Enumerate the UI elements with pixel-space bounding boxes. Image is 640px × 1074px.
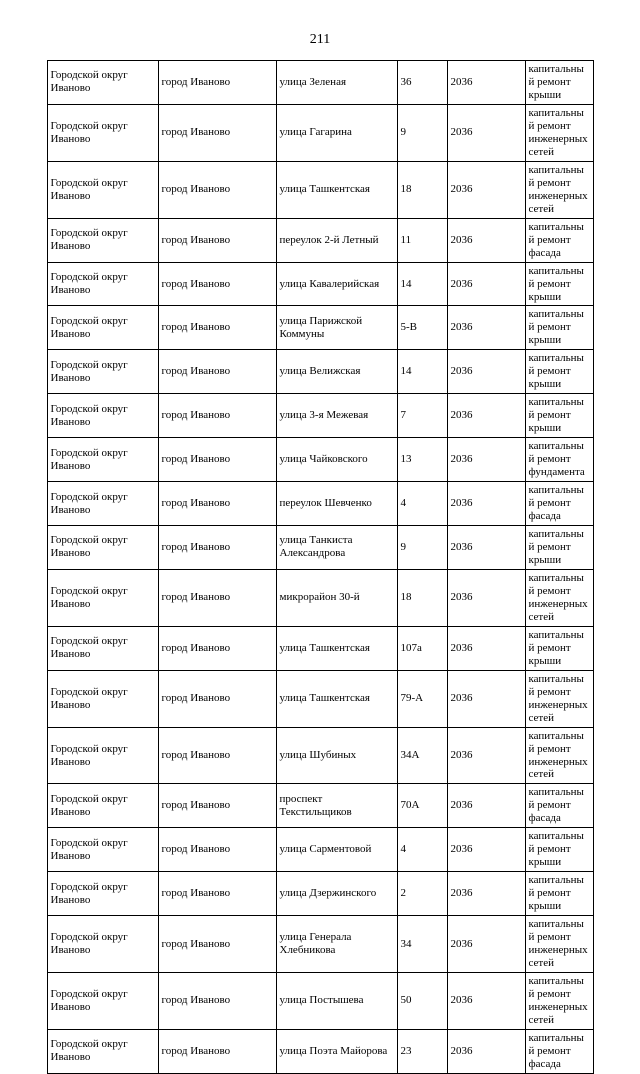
cell-street: переулок 2-й Летный	[276, 218, 397, 262]
cell-work: капитальный ремонт крыши	[525, 61, 593, 105]
cell-district: Городской округ Иваново	[47, 394, 158, 438]
cell-year: 2036	[447, 916, 525, 973]
cell-house: 23	[397, 1029, 447, 1073]
cell-year: 2036	[447, 438, 525, 482]
cell-city: город Иваново	[158, 262, 276, 306]
cell-house: 34	[397, 916, 447, 973]
cell-city: город Иваново	[158, 104, 276, 161]
cell-year: 2036	[447, 626, 525, 670]
cell-house: 9	[397, 104, 447, 161]
cell-city: город Иваново	[158, 727, 276, 784]
cell-work: капитальный ремонт инженерных сетей	[525, 916, 593, 973]
cell-house: 18	[397, 569, 447, 626]
cell-year: 2036	[447, 482, 525, 526]
cell-year: 2036	[447, 306, 525, 350]
cell-city: город Иваново	[158, 828, 276, 872]
cell-street: улица Гагарина	[276, 104, 397, 161]
cell-year: 2036	[447, 670, 525, 727]
cell-district: Городской округ Иваново	[47, 670, 158, 727]
cell-year: 2036	[447, 218, 525, 262]
cell-house: 4	[397, 828, 447, 872]
cell-work: капитальный ремонт крыши	[525, 306, 593, 350]
cell-district: Городской округ Иваново	[47, 350, 158, 394]
cell-city: город Иваново	[158, 872, 276, 916]
cell-street: улица Чайковского	[276, 438, 397, 482]
cell-street: улица Ташкентская	[276, 670, 397, 727]
table-row	[47, 727, 593, 784]
cell-street: улица Парижской Коммуны	[276, 306, 397, 350]
table-row	[47, 828, 593, 872]
cell-year: 2036	[447, 262, 525, 306]
cell-street: улица Зеленая	[276, 61, 397, 105]
cell-district: Городской округ Иваново	[47, 438, 158, 482]
cell-house: 4	[397, 482, 447, 526]
table-row	[47, 916, 593, 973]
cell-district: Городской округ Иваново	[47, 973, 158, 1030]
cell-district: Городской округ Иваново	[47, 526, 158, 570]
cell-district: Городской округ Иваново	[47, 727, 158, 784]
cell-street: улица Генерала Хлебникова	[276, 916, 397, 973]
cell-city: город Иваново	[158, 482, 276, 526]
table-row	[47, 438, 593, 482]
cell-year: 2036	[447, 104, 525, 161]
cell-house: 79-А	[397, 670, 447, 727]
table-row	[47, 306, 593, 350]
table-row	[47, 218, 593, 262]
table-row	[47, 161, 593, 218]
cell-work: капитальный ремонт инженерных сетей	[525, 161, 593, 218]
cell-work: капитальный ремонт фасада	[525, 1029, 593, 1073]
cell-house: 7	[397, 394, 447, 438]
cell-work: капитальный ремонт инженерных сетей	[525, 973, 593, 1030]
cell-street: улица Ташкентская	[276, 161, 397, 218]
cell-house: 34А	[397, 727, 447, 784]
cell-year: 2036	[447, 727, 525, 784]
cell-city: город Иваново	[158, 394, 276, 438]
cell-house: 36	[397, 61, 447, 105]
cell-city: город Иваново	[158, 1029, 276, 1073]
cell-work: капитальный ремонт инженерных сетей	[525, 727, 593, 784]
cell-city: город Иваново	[158, 973, 276, 1030]
cell-district: Городской округ Иваново	[47, 626, 158, 670]
table-row	[47, 1029, 593, 1073]
cell-district: Городской округ Иваново	[47, 828, 158, 872]
cell-street: улица Постышева	[276, 973, 397, 1030]
cell-district: Городской округ Иваново	[47, 104, 158, 161]
cell-street: улица Шубиных	[276, 727, 397, 784]
cell-city: город Иваново	[158, 161, 276, 218]
cell-work: капитальный ремонт фасада	[525, 218, 593, 262]
cell-year: 2036	[447, 784, 525, 828]
cell-year: 2036	[447, 350, 525, 394]
cell-house: 9	[397, 526, 447, 570]
cell-city: город Иваново	[158, 569, 276, 626]
cell-district: Городской округ Иваново	[47, 784, 158, 828]
table-row	[47, 61, 593, 105]
cell-city: город Иваново	[158, 218, 276, 262]
cell-work: капитальный ремонт фундамента	[525, 438, 593, 482]
cell-house: 107а	[397, 626, 447, 670]
cell-district: Городской округ Иваново	[47, 916, 158, 973]
cell-year: 2036	[447, 161, 525, 218]
cell-street: улица Дзержинского	[276, 872, 397, 916]
cell-year: 2036	[447, 872, 525, 916]
cell-work: капитальный ремонт крыши	[525, 262, 593, 306]
cell-street: проспект Текстильщиков	[276, 784, 397, 828]
table-row	[47, 973, 593, 1030]
cell-work: капитальный ремонт инженерных сетей	[525, 670, 593, 727]
cell-street: улица Велижская	[276, 350, 397, 394]
table-row	[47, 104, 593, 161]
cell-work: капитальный ремонт крыши	[525, 350, 593, 394]
cell-street: улица Кавалерийская	[276, 262, 397, 306]
cell-year: 2036	[447, 973, 525, 1030]
table-row	[47, 670, 593, 727]
cell-district: Городской округ Иваново	[47, 218, 158, 262]
repair-program-table	[47, 60, 594, 1074]
cell-house: 14	[397, 262, 447, 306]
cell-work: капитальный ремонт крыши	[525, 394, 593, 438]
cell-work: капитальный ремонт инженерных сетей	[525, 569, 593, 626]
cell-district: Городской округ Иваново	[47, 1029, 158, 1073]
cell-work: капитальный ремонт крыши	[525, 828, 593, 872]
cell-house: 5-В	[397, 306, 447, 350]
table-row	[47, 262, 593, 306]
cell-city: город Иваново	[158, 350, 276, 394]
cell-house: 50	[397, 973, 447, 1030]
cell-district: Городской округ Иваново	[47, 306, 158, 350]
cell-street: улица Танкиста Александрова	[276, 526, 397, 570]
table-row	[47, 394, 593, 438]
cell-district: Городской округ Иваново	[47, 262, 158, 306]
cell-city: город Иваново	[158, 438, 276, 482]
cell-house: 11	[397, 218, 447, 262]
cell-street: улица Ташкентская	[276, 626, 397, 670]
cell-work: капитальный ремонт фасада	[525, 482, 593, 526]
cell-year: 2036	[447, 1029, 525, 1073]
cell-district: Городской округ Иваново	[47, 61, 158, 105]
cell-city: город Иваново	[158, 306, 276, 350]
cell-year: 2036	[447, 569, 525, 626]
table-row	[47, 626, 593, 670]
table-body	[47, 61, 593, 1074]
cell-city: город Иваново	[158, 526, 276, 570]
cell-house: 18	[397, 161, 447, 218]
cell-year: 2036	[447, 828, 525, 872]
cell-work: капитальный ремонт крыши	[525, 526, 593, 570]
cell-street: улица 3-я Межевая	[276, 394, 397, 438]
cell-district: Городской округ Иваново	[47, 872, 158, 916]
cell-street: переулок Шевченко	[276, 482, 397, 526]
table-row	[47, 569, 593, 626]
cell-work: капитальный ремонт инженерных сетей	[525, 104, 593, 161]
cell-work: капитальный ремонт крыши	[525, 872, 593, 916]
table-row	[47, 526, 593, 570]
cell-house: 13	[397, 438, 447, 482]
page-number: 211	[309, 32, 331, 47]
cell-district: Городской округ Иваново	[47, 482, 158, 526]
cell-city: город Иваново	[158, 61, 276, 105]
cell-street: улица Поэта Майорова	[276, 1029, 397, 1073]
cell-city: город Иваново	[158, 916, 276, 973]
cell-city: город Иваново	[158, 784, 276, 828]
cell-city: город Иваново	[158, 626, 276, 670]
cell-street: улица Сарментовой	[276, 828, 397, 872]
cell-year: 2036	[447, 526, 525, 570]
table-row	[47, 872, 593, 916]
cell-street: микрорайон 30-й	[276, 569, 397, 626]
cell-district: Городской округ Иваново	[47, 569, 158, 626]
table-row	[47, 350, 593, 394]
table-row	[47, 784, 593, 828]
cell-work: капитальный ремонт крыши	[525, 626, 593, 670]
cell-house: 70А	[397, 784, 447, 828]
table-row	[47, 482, 593, 526]
cell-house: 14	[397, 350, 447, 394]
cell-district: Городской округ Иваново	[47, 161, 158, 218]
cell-city: город Иваново	[158, 670, 276, 727]
cell-house: 2	[397, 872, 447, 916]
cell-work: капитальный ремонт фасада	[525, 784, 593, 828]
cell-year: 2036	[447, 394, 525, 438]
cell-year: 2036	[447, 61, 525, 105]
